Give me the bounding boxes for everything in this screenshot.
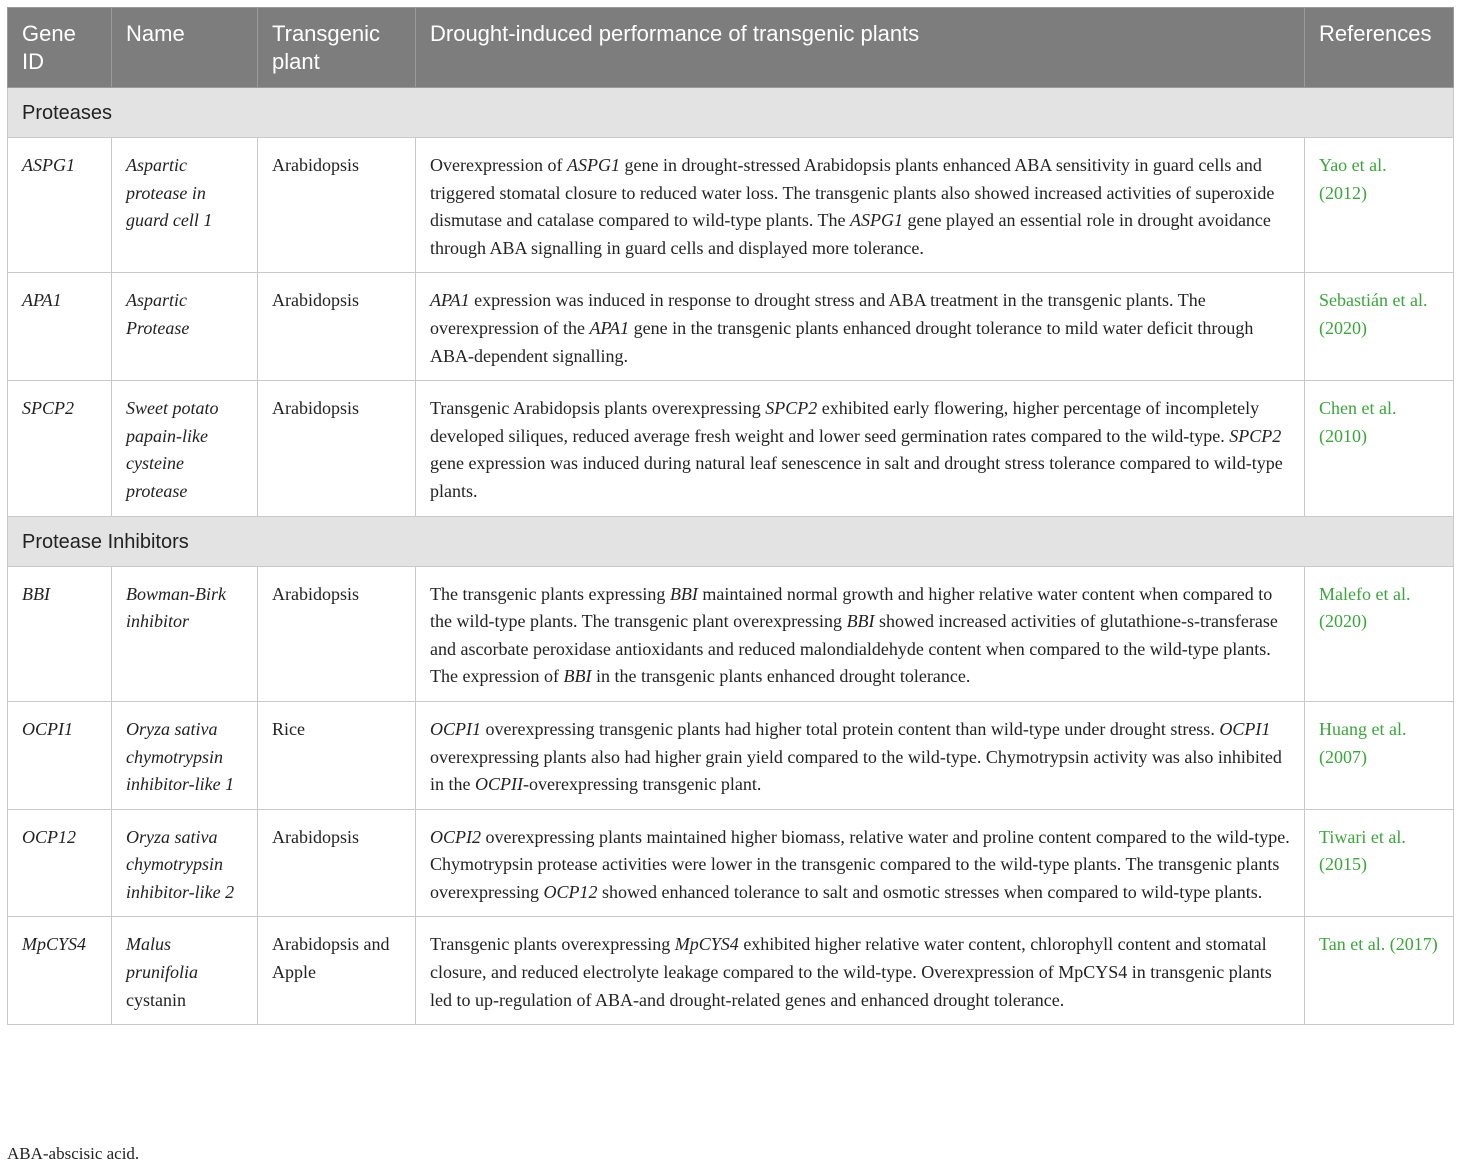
transgenic-plant-cell: Arabidopsis [258, 566, 416, 701]
reference-cell [1305, 701, 1454, 809]
text-run: overexpressing plants maintained higher biomass, relative water and proline content compared to the wild-type. Chymotrypsin protease activities were lower in the transgenic compared to the wild-type plants. The transgenic plants overexpressing [430, 826, 1290, 902]
gene-name-cell: Aspartic Protease [112, 273, 258, 381]
section-title: Protease Inhibitors [8, 516, 1454, 566]
performance-cell [416, 566, 1305, 701]
reference-link[interactable]: Tan et al. (2017) [1319, 934, 1438, 955]
reference-cell [1305, 566, 1454, 701]
reference-link[interactable]: Malefo et al. (2020) [1319, 583, 1411, 632]
text-run: expression was induced in response to drought stress and ABA treatment in the transgenic plants. The overexpression of the [430, 290, 1206, 338]
section-title: Proteases [8, 88, 1454, 138]
text-run: overexpressing plants also had higher grain yield compared to the wild-type. Chymotrypsin activity was also inhibited in the [430, 746, 1282, 795]
transgenic-plant-cell: Arabidopsis [258, 809, 416, 917]
performance-cell [416, 273, 1305, 381]
reference-cell [1305, 138, 1454, 273]
text-run: cystanin [126, 989, 186, 1010]
header-references: References [1305, 8, 1454, 88]
italic-text: BBI [563, 666, 592, 687]
transgenic-plant-cell: Rice [258, 701, 416, 809]
gene-id-cell: MpCYS4 [8, 917, 112, 1025]
gene-name-cell [112, 917, 258, 1025]
text-run: -overexpressing transgenic plant. [523, 774, 762, 795]
header-name: Name [112, 8, 258, 88]
text-run: maintained normal growth and higher relative water content when compared to the wild-type plants. The transgenic plant overexpressing [430, 583, 1273, 632]
text-run: gene in drought-stressed Arabidopsis plants enhanced ABA sensitivity in guard cells and triggered stomatal closure to reduced water loss. The transgenic plants also showed increased activities of superoxide dismutase and catalase compared to wild-type plants. The [430, 155, 1275, 231]
text-run: Overexpression of [430, 155, 567, 175]
transgenic-plant-cell: Arabidopsis [258, 273, 416, 381]
reference-link[interactable]: Chen et al. (2010) [1319, 398, 1397, 446]
gene-name-cell: Oryza sativa chymotrypsin inhibitor-like 2 [112, 809, 258, 917]
italic-text: BBI [846, 611, 875, 632]
text-run: gene expression was induced during natural leaf senescence in salt and drought stress tolerance compared to wild-type plants. [430, 453, 1283, 501]
gene-id-cell: BBI [8, 566, 112, 701]
reference-cell [1305, 273, 1454, 381]
performance-cell [416, 701, 1305, 809]
table-footnote: ABA-abscisic acid. [7, 1144, 140, 1163]
italic-text: Malus prunifolia [126, 934, 199, 983]
text-run: exhibited higher relative water content, chlorophyll content and stomatal closure, and reduced electrolyte leakage compared to the wild-type. Overexpression of MpCYS4 in transgenic plants led to up-regulation of ABA-and drought-related genes and enhanced drought tolerance. [430, 934, 1272, 1010]
text-run: overexpressing transgenic plants had higher total protein content than wild-type under drought stress. [481, 718, 1220, 739]
italic-text: APA1 [430, 290, 470, 311]
performance-cell [416, 917, 1305, 1025]
reference-link[interactable]: Huang et al. (2007) [1319, 718, 1407, 767]
reference-link[interactable]: Tiwari et al. (2015) [1319, 826, 1406, 875]
table-row [8, 381, 1454, 516]
reference-cell [1305, 809, 1454, 917]
italic-text: ASPG1 [850, 210, 904, 231]
reference-link[interactable]: Yao et al. (2012) [1319, 155, 1387, 203]
section-row [8, 516, 1454, 566]
gene-name-cell: Aspartic protease in guard cell 1 [112, 138, 258, 273]
table-header-row [8, 8, 1454, 88]
text-run: showed increased activities of glutathione-s-transferase and ascorbate peroxidase antioxidants and reduced malondialdehyde content when compared to the wild-type plants. The expression of [430, 611, 1278, 687]
italic-text: SPCP2 [1229, 425, 1282, 446]
transgenic-plant-cell: Arabidopsis [258, 138, 416, 273]
header-performance: Drought-induced performance of transgenic plants [416, 8, 1305, 88]
gene-id-cell: APA1 [8, 273, 112, 381]
performance-cell [416, 381, 1305, 516]
italic-text: OCPI1 [1219, 718, 1271, 739]
gene-name-cell: Oryza sativa chymotrypsin inhibitor-like 1 [112, 701, 258, 809]
table-row [8, 138, 1454, 273]
italic-text: OCPI2 [430, 826, 481, 847]
table-row [8, 809, 1454, 917]
table-row [8, 566, 1454, 701]
table-row [8, 273, 1454, 381]
text-run: gene played an essential role in drought avoidance through ABA signalling in guard cells and displayed more tolerance. [430, 210, 1271, 258]
text-run: Transgenic plants overexpressing [430, 934, 675, 955]
italic-text: APA1 [589, 317, 630, 338]
performance-cell [416, 138, 1305, 273]
italic-text: OCPII [475, 774, 523, 795]
header-gene-id: Gene ID [8, 8, 112, 88]
text-run: gene in the transgenic plants enhanced drought tolerance to mild water deficit through ABA-dependent signalling. [430, 317, 1254, 366]
gene-table [7, 7, 1454, 1025]
table-body [8, 88, 1454, 1025]
text-run: exhibited early flowering, higher percentage of incompletely developed siliques, reduced average fresh weight and lower seed germination rates compared to the wild-type. [430, 398, 1260, 446]
transgenic-plant-cell: Arabidopsis [258, 381, 416, 516]
italic-text: OCP12 [543, 881, 598, 902]
italic-text: BBI [669, 583, 698, 604]
table-row [8, 917, 1454, 1025]
gene-name-cell: Sweet potato papain-like cysteine protease [112, 381, 258, 516]
gene-id-cell: SPCP2 [8, 381, 112, 516]
gene-id-cell: ASPG1 [8, 138, 112, 273]
section-row [8, 88, 1454, 138]
gene-id-cell: OCPI1 [8, 701, 112, 809]
transgenic-plant-cell: Arabidopsis and Apple [258, 917, 416, 1025]
gene-name-cell: Bowman-Birk inhibitor [112, 566, 258, 701]
italic-text: MpCYS4 [674, 934, 739, 955]
reference-cell [1305, 917, 1454, 1025]
text-run: in the transgenic plants enhanced drought tolerance. [591, 666, 971, 687]
text-run: showed enhanced tolerance to salt and osmotic stresses when compared to wild-type plants. [597, 881, 1263, 902]
italic-text: SPCP2 [765, 398, 818, 419]
header-transgenic-plant: Transgenic plant [258, 8, 416, 88]
italic-text: OCPI1 [430, 718, 481, 739]
reference-link[interactable]: Sebastián et al. (2020) [1319, 290, 1428, 338]
performance-cell [416, 809, 1305, 917]
italic-text: ASPG1 [566, 155, 620, 175]
gene-id-cell: OCP12 [8, 809, 112, 917]
table-row [8, 701, 1454, 809]
text-run: Transgenic Arabidopsis plants overexpressing [430, 398, 766, 419]
reference-cell [1305, 381, 1454, 516]
text-run: The transgenic plants expressing [430, 583, 670, 604]
